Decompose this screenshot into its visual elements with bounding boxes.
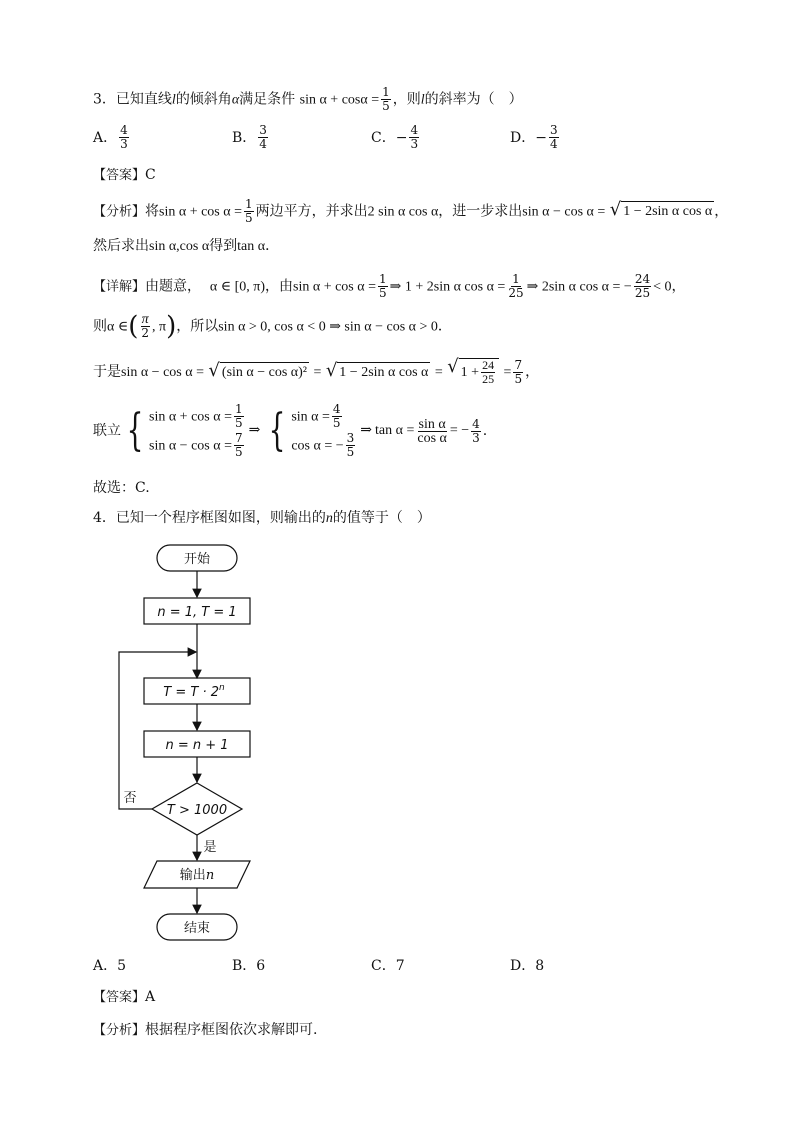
q3-stem-text-b: 的倾斜角 <box>175 91 232 108</box>
q3-stem <box>93 86 523 113</box>
var-l: l <box>171 92 176 108</box>
q3-so: 于是sin α − cos α = √ (sin α − cos α)² = √ 1 − 2sin α cos α = √ 1 + $\frac{24}{25}$ = $\frac{7}{5}$ ， <box>93 356 540 386</box>
q3-stem-text-d: ，则 <box>392 91 421 108</box>
q4-option-d[interactable]: D． 8 <box>510 958 545 974</box>
q3-system: 联立 { sin α + cos α = $\frac{1}{5}$ sin α − cos α = $\frac{7}{5}$ ⇒ { sin α = $\frac{4}{5}$ cos α = − $\frac{3}{5}$ ⇒ tan α = $\frac{\text{sin α}}{\text{cos α}}$ = − $\frac{4}{3}$ . <box>93 402 488 459</box>
flow-start-label: 开始 <box>183 552 211 567</box>
q3-analysis-line2: 然后求出sin α,cos α得到tan α． <box>93 238 280 254</box>
var-l-2: l <box>420 92 425 108</box>
flow-update-t-label: $T = T \cdot 2^n$ <box>163 683 225 700</box>
q3-then: 则α ∈( $\frac{\pi}{2}$ , π)，所以sin α > 0, cos α < 0 ⇒ sin α − cos α > 0． <box>93 311 452 342</box>
q3-choose: 故选：C. <box>93 480 150 496</box>
q3-stem-text-c: 满足条件 <box>239 91 296 108</box>
flow-no-label: 否 <box>123 791 137 806</box>
q3-option-d[interactable]: D． − $\frac{3}{4}$ <box>510 123 558 151</box>
q3-analysis: 【分析】将sin α + cos α = $\frac{1}{5}$ 两边平方，并求出2 sin α cos α，进一步求出sin α − cos α = √ 1 − 2sin α cos α ， <box>93 197 729 225</box>
q4-analysis: 【分析】根据程序框图依次求解即可. <box>93 1022 318 1038</box>
q4-option-c[interactable]: C． 7 <box>371 958 405 974</box>
flow-output-label: 输出n <box>179 868 215 883</box>
flow-cond-label: T > 1000 <box>166 803 228 818</box>
q3-option-b[interactable]: B． $\frac{3}{4}$ <box>232 123 267 151</box>
q4-option-b[interactable]: B． 6 <box>232 958 266 974</box>
flow-yes-label: 是 <box>203 840 217 855</box>
q4-stem: 4．已知一个程序框图如图，则输出的n的值等于（ ） <box>93 510 431 526</box>
var-alpha: α <box>231 92 240 108</box>
q4-options <box>93 956 613 976</box>
q3-option-a[interactable]: A． $\frac{4}{3}$ <box>93 123 128 151</box>
q3-condition: sin α + cosα = <box>299 92 380 108</box>
answer-value: C <box>145 167 156 183</box>
q3-stem-text-e: 的斜率为（ ） <box>424 91 523 108</box>
answer-tag: 【答案】 <box>93 168 146 183</box>
flowchart <box>110 540 290 950</box>
q3-stem-text-a: 3．已知直线 <box>93 91 172 108</box>
q4-answer: 【答案】A <box>93 989 156 1005</box>
flow-init-label: n = 1, T = 1 <box>157 605 237 620</box>
q3-answer <box>93 165 156 186</box>
q4-option-a[interactable]: A． 5 <box>93 958 127 974</box>
flow-update-n-label: n = n + 1 <box>165 738 229 753</box>
q3-option-c[interactable]: C． − $\frac{4}{3}$ <box>371 123 419 151</box>
analysis-tag: 【分析】 <box>93 204 146 220</box>
flow-end-label: 结束 <box>183 921 211 936</box>
q3-detail: 【详解】由题意， α ∈ [0, π)，由sin α + cos α = $\frac{1}{5}$ ⇒ 1 + 2sin α cos α = $\frac{1}{25}$ ⇒ 2sin α cos α = − $\frac{24}{25}$ < 0， <box>93 272 686 300</box>
q3-options <box>93 124 613 158</box>
detail-tag: 【详解】 <box>93 279 146 295</box>
q3-frac-1-5: $\frac{1}{5}$ <box>382 85 390 113</box>
